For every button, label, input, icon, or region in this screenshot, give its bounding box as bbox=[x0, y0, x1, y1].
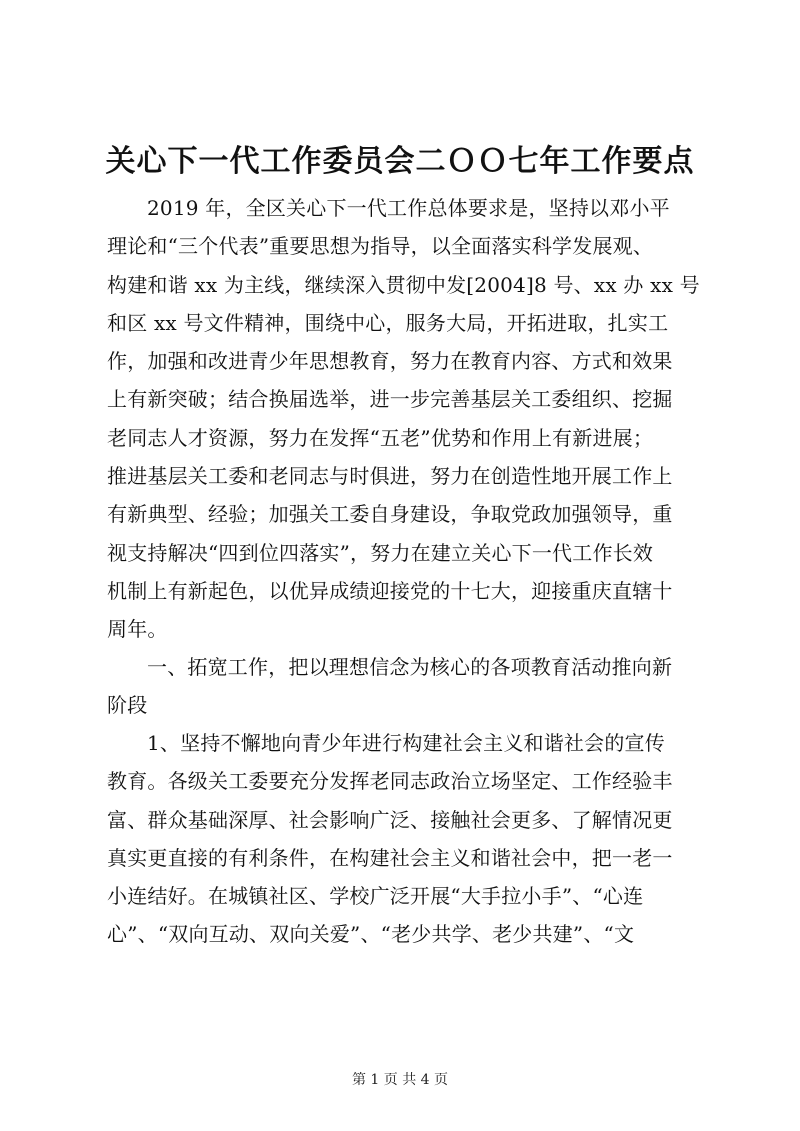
paragraph-line: 1、坚持不懈地向青少年进行构建社会主义和谐社会的宣传 bbox=[147, 731, 665, 755]
paragraph-line: 2019 年，全区关心下一代工作总体要求是，坚持以邓小平 bbox=[147, 196, 670, 220]
heading-line: 一、拓宽工作，把以理想信念为核心的各项教育活动推向新 bbox=[147, 655, 673, 679]
paragraph-line: 视支持解决“四到位四落实”，努力在建立关心下一代工作长效 bbox=[107, 540, 654, 565]
document-title: 关心下一代工作委员会二ＯＯ七年工作要点 bbox=[105, 144, 695, 179]
paragraph-line: 小连结好。在城镇社区、学校广泛开展“大手拉小手”、“心连 bbox=[107, 884, 644, 909]
heading-line: 阶段 bbox=[107, 693, 148, 718]
section-heading-1 bbox=[107, 648, 701, 725]
paragraph-line: 推进基层关工委和老同志与时俱进，努力在创造性地开展工作上 bbox=[107, 464, 673, 489]
paragraph-line: 机制上有新起色，以优异成绩迎接党的十七大，迎接重庆直辖十 bbox=[107, 578, 673, 603]
paragraph-line: 作，加强和改进青少年思想教育，努力在教育内容、方式和效果 bbox=[107, 349, 673, 374]
paragraph-line: 教育。各级关工委要充分发挥老同志政治立场坚定、工作经验丰 bbox=[107, 769, 673, 794]
paragraph-line: 老同志人才资源，努力在发挥“五老”优势和作用上有新进展； bbox=[107, 425, 654, 450]
paragraph-line: 有新典型、经验；加强关工委自身建设，争取党政加强领导，重 bbox=[107, 502, 673, 527]
paragraph-line: 理论和“三个代表”重要思想为指导，以全面落实科学发展观、 bbox=[107, 234, 654, 259]
paragraph-line: 上有新突破；结合换届选举，进一步完善基层关工委组织、挖掘 bbox=[107, 387, 673, 412]
paragraph-line: 富、群众基础深厚、社会影响广泛、接触社会更多、了解情况更 bbox=[107, 807, 673, 832]
paragraph-line: 构建和谐 xx 为主线，继续深入贯彻中发[2004]8 号、xx 办 xx 号 bbox=[107, 272, 700, 297]
paragraph-line: 真实更直接的有利条件，在构建社会主义和谐社会中，把一老一 bbox=[107, 845, 673, 870]
paragraph-line: 和区 xx 号文件精神，围绕中心，服务大局，开拓进取，扎实工 bbox=[107, 310, 669, 335]
paragraph-line: 周年。 bbox=[107, 617, 168, 642]
paragraph-line: 心”、“双向互动、双向关爱”、“老少共学、老少共建”、“文 bbox=[107, 922, 635, 947]
paragraph-item-1 bbox=[107, 724, 701, 954]
page-footer: 第 1 页 共 4 页 bbox=[351, 1072, 449, 1088]
paragraph-general-requirements bbox=[107, 189, 701, 649]
